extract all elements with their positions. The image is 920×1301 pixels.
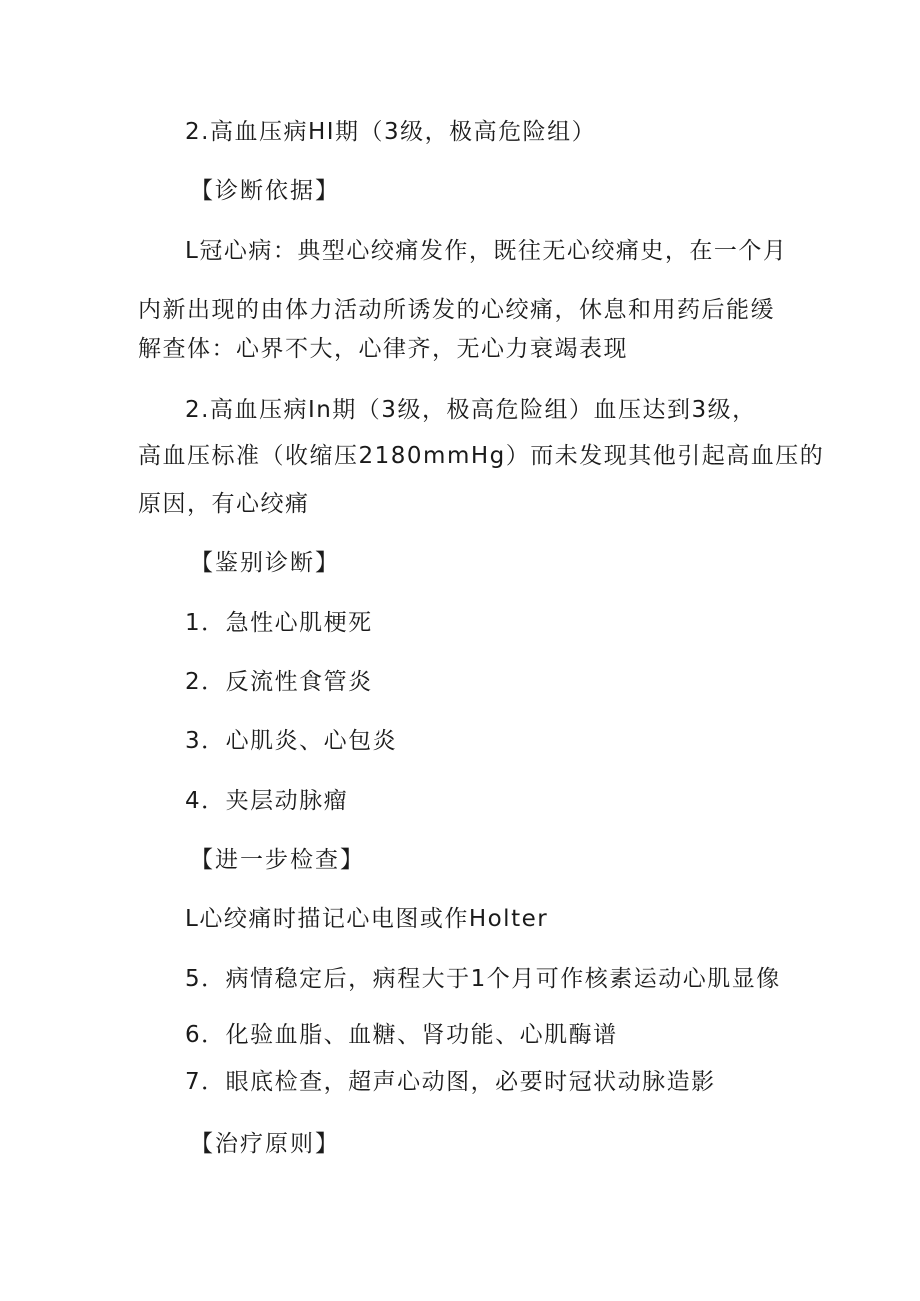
paragraph-line-htn-1: 2.高血压病In期（3级，极高危险组）血压达到3级， — [185, 397, 757, 423]
list-item-differential-3: 3．心肌炎、心包炎 — [185, 728, 398, 754]
section-heading-further-exam: 【进一步检查】 — [190, 847, 365, 873]
section-heading-diagnosis-basis: 【诊断依据】 — [190, 178, 340, 204]
list-item-exam-5: 5．病情稳定后，病程大于1个月可作核素运动心肌显像 — [185, 966, 781, 992]
paragraph-line-htn-3: 原因，有心绞痛 — [138, 491, 310, 517]
paragraph-line-chd-3: 解查体：心界不大，心律齐，无心力衰竭表现 — [138, 336, 628, 362]
list-item-exam-6: 6．化验血脂、血糖、肾功能、心肌酶谱 — [185, 1022, 618, 1048]
section-heading-differential: 【鉴别诊断】 — [190, 550, 340, 576]
list-item-differential-4: 4．夹层动脉瘤 — [185, 788, 349, 814]
paragraph-line-htn-2: 高血压标准（收缩压2180mmHg）而未发现其他引起高血压的 — [138, 443, 825, 469]
paragraph-line-chd-1: L冠心病：典型心绞痛发作，既往无心绞痛史，在一个月 — [185, 238, 788, 264]
paragraph-line-chd-2: 内新出现的由体力活动所诱发的心绞痛，休息和用药后能缓 — [138, 297, 775, 323]
list-item-exam-7: 7．眼底检查，超声心动图，必要时冠状动脉造影 — [185, 1069, 716, 1095]
list-item-differential-2: 2．反流性食管炎 — [185, 669, 373, 695]
list-item-differential-1: 1．急性心肌梗死 — [185, 610, 373, 636]
list-item-exam-1: L心绞痛时描记心电图或作Holter — [185, 906, 549, 932]
diagnosis-item-hypertension: 2.高血压病HI期（3级，极高危险组） — [185, 119, 597, 145]
section-heading-treatment: 【治疗原则】 — [190, 1131, 340, 1157]
